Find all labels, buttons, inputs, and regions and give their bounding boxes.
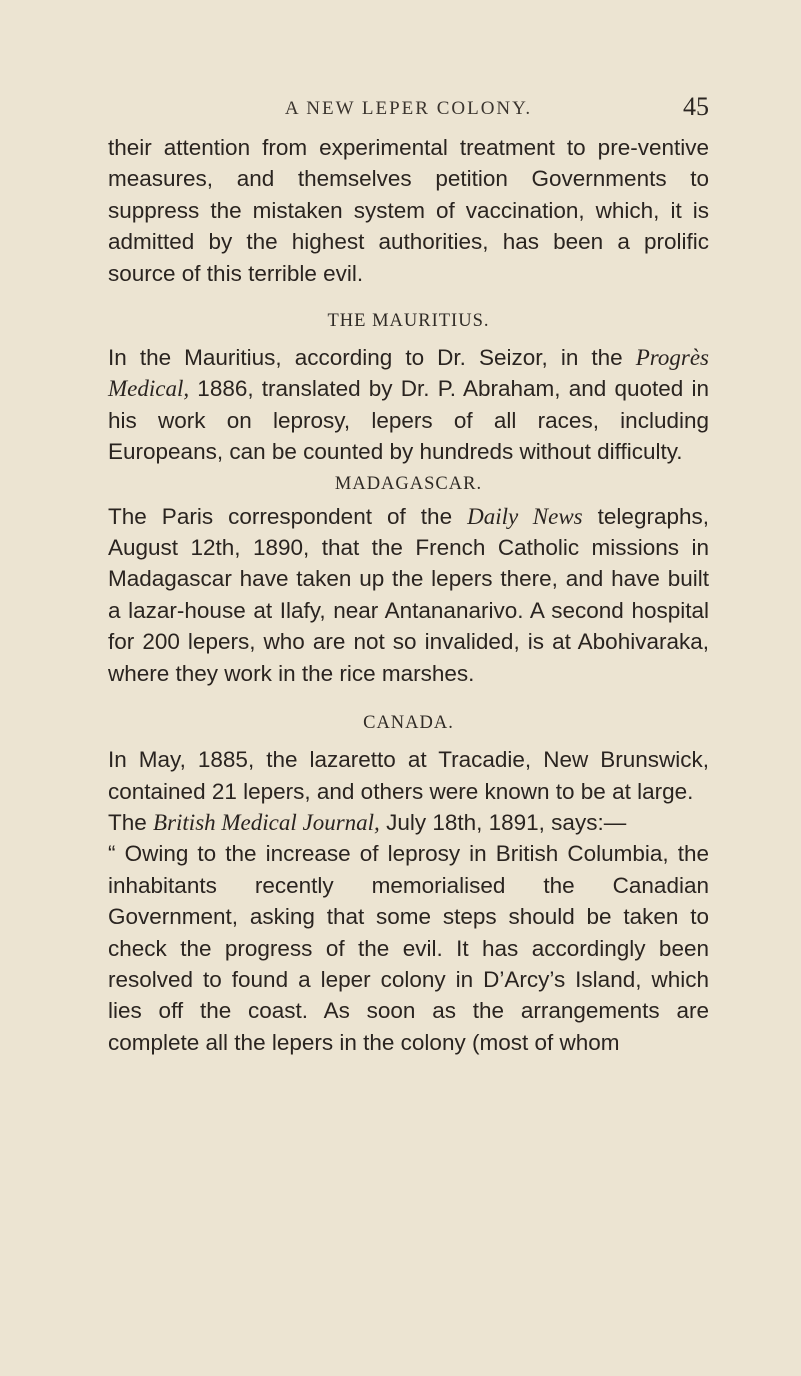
- section-heading-mauritius: THE MAURITIUS.: [327, 311, 490, 332]
- madagascar-text-end: telegraphs, August 12th, 1890, that the French Catholic missions in Madagascar have taken up the lepers there, and have built a lazar-house at Ilafy, near Antananarivo. A second hospital for 200 lepers, who are not so invalided, is at Abohivaraka, where they work in the rice marshes.: [108, 503, 709, 686]
- book-page: [0, 88, 801, 1376]
- section-heading-madagascar: MADAGASCAR.: [334, 473, 483, 494]
- daily-news-title: Daily News: [467, 503, 583, 529]
- paragraph-mauritius: [108, 342, 709, 468]
- page-number: 45: [683, 92, 709, 121]
- paragraph-madagascar: [108, 501, 709, 689]
- madagascar-text-start: The Paris correspondent of the: [108, 503, 468, 529]
- mauritius-text-start: In the Mauritius, according to Dr. Seizor, in the: [108, 345, 636, 371]
- progres-medical-title: Progrès Medical,: [108, 345, 709, 402]
- paragraph-prevention: their attention from experimental treatment to pre-ventive measures, and themselves petition Governments to suppress the mistaken system of vaccination, which, it is admitted by the highest authorities, has been a prolific source of this terrible evil.: [108, 135, 709, 286]
- paragraph-bmj-quote: “ Owing to the increase of leprosy in British Columbia, the inhabitants recently memorialised the Canadian Government, asking that some steps should be taken to check the progress of the evil. It has accordingly been resolved to found a leper colony in D’Arcy’s Island, which lies off the coast. As soon as the arrangements are complete all the lepers in the colony (most of whom: [108, 841, 709, 1055]
- bmj-text-start: The: [108, 809, 154, 835]
- paragraph-canada-tracadie: In May, 1885, the lazaretto at Tracadie, New Brunswick, contained 21 lepers, and others were known to be at large.: [108, 747, 709, 804]
- british-medical-journal-title: British Medical Journal,: [153, 809, 380, 835]
- paragraph-bmj-intro: [108, 807, 709, 838]
- running-title: A NEW LEPER COLONY.: [284, 98, 533, 119]
- section-heading-canada: CANADA.: [363, 713, 454, 734]
- mauritius-text-end: 1886, translated by Dr. P. Abraham, and quoted in his work on leprosy, lepers of all races, including Europeans, can be counted by hundreds without difficulty.: [108, 376, 709, 465]
- bmj-text-end: July 18th, 1891, says:—: [379, 809, 627, 835]
- running-header: [108, 88, 709, 128]
